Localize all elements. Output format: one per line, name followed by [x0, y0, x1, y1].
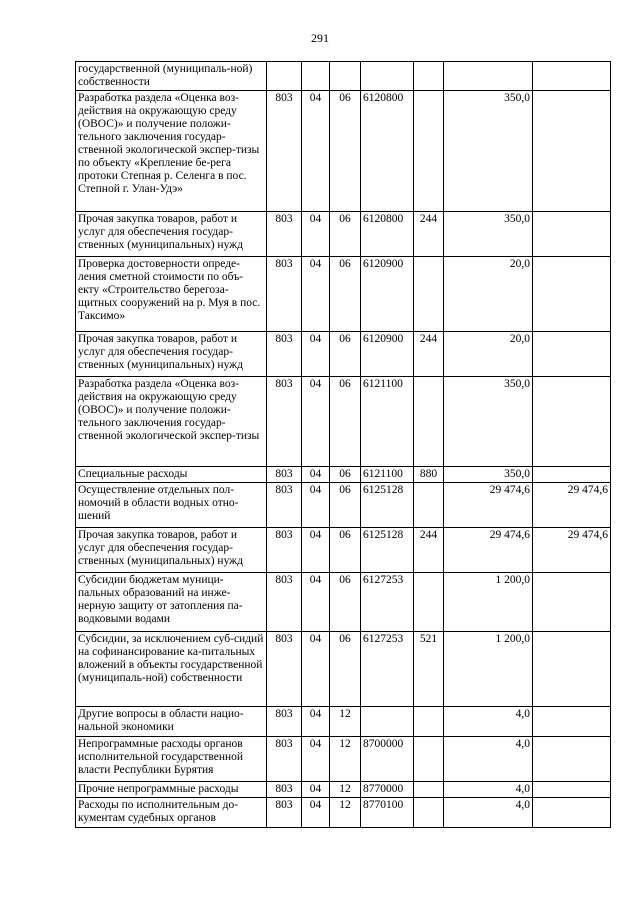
row-csr: 8700000: [361, 737, 414, 782]
row-name: Прочая закупка товаров, работ и услуг для обеспечения государ-ственных (муниципальных) нужд: [76, 332, 267, 377]
row-rz: 04: [302, 528, 330, 573]
row-pr: 06: [330, 528, 361, 573]
row-ved: 803: [267, 212, 302, 257]
row-pr: 06: [330, 483, 361, 528]
row-vr: [414, 707, 444, 737]
row-rz: 04: [302, 782, 330, 798]
table-row: [76, 798, 611, 828]
row-subvention: [533, 91, 611, 212]
row-pr: 12: [330, 707, 361, 737]
row-pr: 06: [330, 573, 361, 632]
row-ved: 803: [267, 467, 302, 483]
row-sum: 350,0: [444, 91, 533, 212]
table-row: [76, 467, 611, 483]
row-csr: 8770100: [361, 798, 414, 828]
table-row: [76, 483, 611, 528]
row-subvention: [533, 62, 611, 91]
row-ved: 803: [267, 737, 302, 782]
row-rz: 04: [302, 332, 330, 377]
table-row: [76, 573, 611, 632]
row-name: Субсидии, за исключением суб-сидий на софинансирование ка-питальных вложений в объекты государственной (муниципаль-ной) собственности: [76, 632, 267, 707]
row-ved: 803: [267, 707, 302, 737]
row-subvention: [533, 467, 611, 483]
row-name: Специальные расходы: [76, 467, 267, 483]
row-ved: 803: [267, 573, 302, 632]
row-ved: 803: [267, 798, 302, 828]
row-ved: 803: [267, 377, 302, 467]
row-csr: 8770000: [361, 782, 414, 798]
row-subvention: [533, 737, 611, 782]
budget-table: [75, 61, 611, 828]
row-csr: 6120900: [361, 257, 414, 332]
row-sum: 4,0: [444, 798, 533, 828]
row-csr: 6121100: [361, 377, 414, 467]
row-vr: [414, 91, 444, 212]
row-rz: 04: [302, 257, 330, 332]
row-vr: [414, 62, 444, 91]
row-sum: 29 474,6: [444, 483, 533, 528]
row-csr: 6127253: [361, 573, 414, 632]
row-pr: 12: [330, 782, 361, 798]
page-number: 291: [311, 31, 329, 45]
row-rz: 04: [302, 737, 330, 782]
row-name: Разработка раздела «Оценка воз-действия на окружающую среду (ОВОС)» и получение положи-тельного заключения государ-ственной экологической экспер-тизы: [76, 377, 267, 467]
table-row: [76, 737, 611, 782]
row-sum: 20,0: [444, 257, 533, 332]
row-pr: 06: [330, 257, 361, 332]
row-pr: 06: [330, 632, 361, 707]
row-subvention: 29 474,6: [533, 528, 611, 573]
table-row: [76, 377, 611, 467]
row-vr: 880: [414, 467, 444, 483]
row-vr: [414, 257, 444, 332]
row-subvention: [533, 377, 611, 467]
table-row: [76, 528, 611, 573]
row-vr: [414, 573, 444, 632]
row-vr: [414, 737, 444, 782]
row-name: Разработка раздела «Оценка воз-действия на окружающую среду (ОВОС)» и получение положи-тельного заключения государ-ственной экологической экспер-тизы по объекту «Крепление бе-рега протоки Степная р. Селенга в пос. Степной г. Улан-Удэ»: [76, 91, 267, 212]
row-pr: 06: [330, 377, 361, 467]
row-vr: [414, 377, 444, 467]
row-vr: 521: [414, 632, 444, 707]
row-ved: 803: [267, 332, 302, 377]
row-sum: [444, 62, 533, 91]
row-sum: 1 200,0: [444, 632, 533, 707]
table-row: [76, 91, 611, 212]
row-pr: 06: [330, 467, 361, 483]
row-vr: 244: [414, 528, 444, 573]
row-pr: 06: [330, 212, 361, 257]
row-sum: 4,0: [444, 782, 533, 798]
row-sum: 1 200,0: [444, 573, 533, 632]
row-ved: 803: [267, 632, 302, 707]
table-row: [76, 332, 611, 377]
row-sum: 350,0: [444, 377, 533, 467]
table-row: [76, 707, 611, 737]
row-subvention: 29 474,6: [533, 483, 611, 528]
row-vr: [414, 798, 444, 828]
row-sum: 350,0: [444, 467, 533, 483]
row-pr: 12: [330, 798, 361, 828]
row-name: Расходы по исполнительным до-кументам судебных органов: [76, 798, 267, 828]
row-name: Проверка достоверности опреде-ления сметной стоимости по объ-екту «Строительство берегоза-щитных сооружений на р. Муя в пос. Таксимо»: [76, 257, 267, 332]
row-subvention: [533, 332, 611, 377]
row-subvention: [533, 632, 611, 707]
row-rz: 04: [302, 91, 330, 212]
row-sum: 350,0: [444, 212, 533, 257]
row-sum: 29 474,6: [444, 528, 533, 573]
row-csr: [361, 62, 414, 91]
row-rz: 04: [302, 377, 330, 467]
row-pr: [330, 62, 361, 91]
table-row: [76, 212, 611, 257]
row-pr: 12: [330, 737, 361, 782]
row-csr: 6120800: [361, 212, 414, 257]
row-vr: [414, 782, 444, 798]
table-row: [76, 632, 611, 707]
row-csr: 6125128: [361, 483, 414, 528]
row-sum: 4,0: [444, 707, 533, 737]
table-row: [76, 782, 611, 798]
row-ved: 803: [267, 257, 302, 332]
table-row: [76, 62, 611, 91]
row-name: Другие вопросы в области нацио-нальной экономики: [76, 707, 267, 737]
row-ved: 803: [267, 91, 302, 212]
row-name: государственной (муниципаль-ной) собственности: [76, 62, 267, 91]
row-subvention: [533, 573, 611, 632]
row-vr: 244: [414, 212, 444, 257]
row-vr: 244: [414, 332, 444, 377]
row-vr: [414, 483, 444, 528]
row-pr: 06: [330, 332, 361, 377]
row-rz: 04: [302, 467, 330, 483]
row-csr: 6120900: [361, 332, 414, 377]
row-rz: 04: [302, 632, 330, 707]
table-row: [76, 257, 611, 332]
row-name: Субсидии бюджетам муници-пальных образований на инже-нерную защиту от затопления па-водковыми водами: [76, 573, 267, 632]
row-ved: [267, 62, 302, 91]
row-ved: 803: [267, 782, 302, 798]
row-ved: 803: [267, 483, 302, 528]
row-name: Осуществление отдельных пол-номочий в области водных отно-шений: [76, 483, 267, 528]
row-pr: 06: [330, 91, 361, 212]
row-subvention: [533, 798, 611, 828]
row-csr: 6121100: [361, 467, 414, 483]
row-subvention: [533, 707, 611, 737]
row-rz: [302, 62, 330, 91]
row-name: Непрограммные расходы органов исполнительной государственной власти Республики Бурятия: [76, 737, 267, 782]
row-rz: 04: [302, 707, 330, 737]
row-subvention: [533, 782, 611, 798]
row-sum: 20,0: [444, 332, 533, 377]
row-ved: 803: [267, 528, 302, 573]
row-sum: 4,0: [444, 737, 533, 782]
row-rz: 04: [302, 483, 330, 528]
row-subvention: [533, 212, 611, 257]
row-rz: 04: [302, 212, 330, 257]
row-name: Прочая закупка товаров, работ и услуг для обеспечения государ-ственных (муниципальных) нужд: [76, 212, 267, 257]
row-name: Прочие непрограммные расходы: [76, 782, 267, 798]
row-subvention: [533, 257, 611, 332]
row-csr: 6125128: [361, 528, 414, 573]
row-name: Прочая закупка товаров, работ и услуг для обеспечения государ-ственных (муниципальных) нужд: [76, 528, 267, 573]
row-csr: 6127253: [361, 632, 414, 707]
row-csr: 6120800: [361, 91, 414, 212]
row-rz: 04: [302, 573, 330, 632]
row-rz: 04: [302, 798, 330, 828]
row-csr: [361, 707, 414, 737]
